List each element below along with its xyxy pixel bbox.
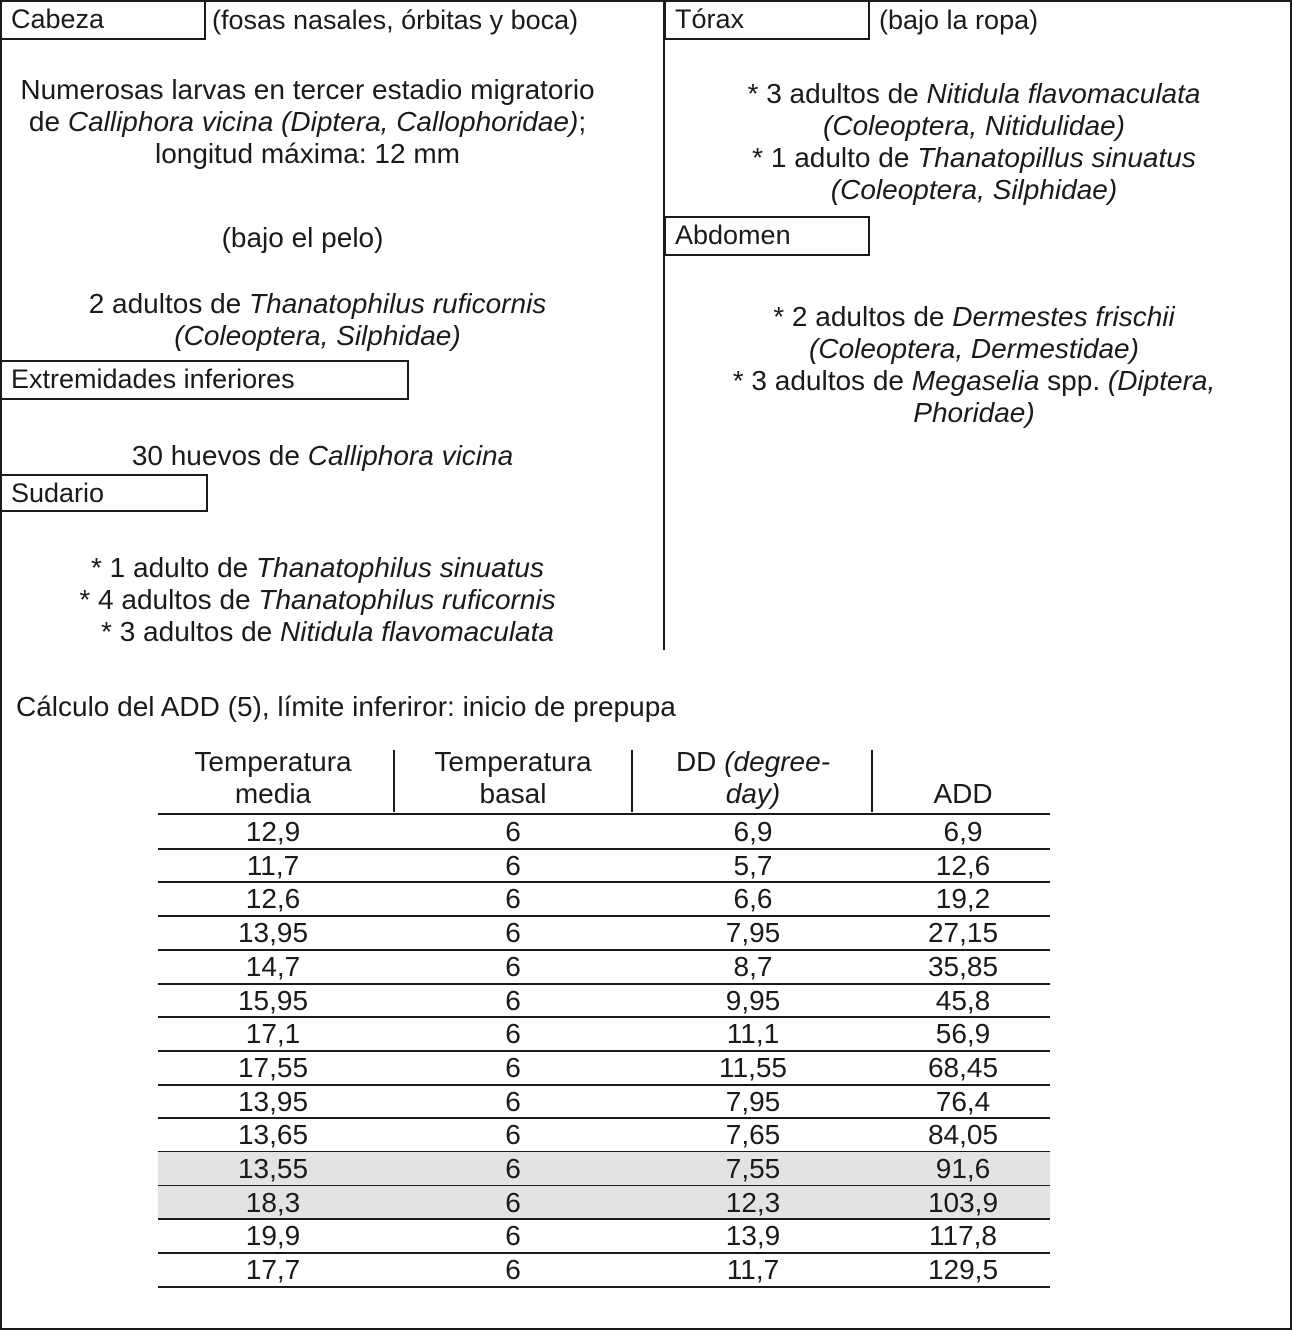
cell-temperatura-basal: 6 [505,1220,521,1252]
cell-add: 68,45 [927,1051,999,1083]
torax-line-3: * 1 adulto de Thanatopillus sinuatus [752,142,1196,173]
cell-add: 19,2 [935,883,991,915]
abdomen-line-1: * 2 adultos de Dermestes frischii [773,301,1175,332]
extremidades-findings [0,440,645,472]
table-row [158,1017,1050,1051]
sudario-line-1: * 1 adulto de Thanatophilus sinuatus [90,552,544,583]
cabeza-findings [0,74,615,170]
cell-temperatura-media: 13,95 [237,917,309,949]
abdomen-findings [664,301,1284,429]
header-separator [871,750,873,812]
cell-temperatura-media: 13,95 [237,1085,309,1117]
cell-temperatura-basal: 6 [505,950,521,982]
sudario-line-2: * 4 adultos de Thanatophilus ruficornis [79,584,556,615]
header-temperatura-basal: Temperatura basal [434,746,592,809]
cell-temperatura-basal: 6 [505,917,521,949]
cabeza-pelo-line-2: (Coleoptera, Silphidae) [174,320,461,351]
table-row [158,1219,1050,1253]
cell-dd: 13,9 [725,1220,781,1252]
cell-temperatura-basal: 6 [505,849,521,881]
cell-dd: 6,9 [733,816,773,847]
torax-line-2: (Coleoptera, Nitidulidae) [823,110,1125,141]
cell-temperatura-media: 17,7 [245,1254,301,1286]
cell-dd: 8,7 [733,950,773,982]
table-row [158,950,1050,984]
torax-line-4: (Coleoptera, Silphidae) [830,174,1118,205]
sudario-line-3: * 3 adultos de Nitidula flavomaculata [101,616,554,647]
cell-temperatura-basal: 6 [505,883,521,915]
cell-add: 45,8 [935,984,991,1016]
sudario-findings [0,552,635,648]
cabeza-pelo-line-1: 2 adultos de Thanatophilus ruficornis [88,288,547,319]
cell-add: 84,05 [927,1119,999,1151]
cell-add: 27,15 [927,917,999,949]
cell-temperatura-media: 13,65 [237,1119,309,1151]
cell-temperatura-media: 15,95 [237,984,309,1016]
cell-temperatura-basal: 6 [505,1119,521,1151]
cell-dd: 9,95 [725,984,781,1016]
cell-temperatura-basal: 6 [505,1254,521,1286]
cell-dd: 6,6 [733,883,773,915]
cell-dd: 7,95 [725,917,781,949]
cell-add: 12,6 [935,849,991,881]
table-row [158,815,1050,849]
cell-temperatura-media: 17,1 [245,1018,301,1050]
cell-add: 91,6 [935,1153,991,1184]
note-cabeza: (fosas nasales, órbitas y boca) [212,5,579,35]
header-add: ADD [933,778,993,809]
cell-add: 76,4 [935,1085,991,1117]
extremidades-line-1: 30 huevos de Calliphora vicina [131,440,514,471]
table-row [158,916,1050,950]
cell-dd: 12,3 [725,1186,781,1218]
cell-add: 6,9 [943,816,983,847]
label-cabeza: Cabeza [0,0,206,40]
table-row [158,984,1050,1018]
cell-temperatura-basal: 6 [505,1018,521,1050]
cell-dd: 11,1 [726,1018,780,1050]
cell-temperatura-media: 11,7 [246,849,300,881]
table-row [158,849,1050,883]
cell-temperatura-basal: 6 [505,1153,521,1184]
cell-temperatura-media: 18,3 [245,1186,301,1218]
cell-add: 103,9 [927,1186,999,1218]
abdomen-line-4: Phoridae) [913,397,1035,428]
cell-add: 129,5 [927,1254,999,1286]
table-row [158,1051,1050,1085]
header-dd: DD (degree- day) [675,746,831,809]
cell-dd: 5,7 [733,849,773,881]
table-title: Cálculo del ADD (5), límite inferiror: inicio de prepupa [16,691,676,722]
table-row [158,1118,1050,1152]
cabeza-line-3: longitud máxima: 12 mm [154,138,460,169]
label-extremidades: Extremidades inferiores [0,360,409,400]
table-row [158,1253,1050,1287]
cell-temperatura-basal: 6 [505,1051,521,1083]
cell-temperatura-basal: 6 [505,1186,521,1218]
torax-findings [664,78,1284,206]
header-temperatura-media: Temperatura media [194,746,352,809]
cabeza-line-2: de Calliphora vicina (Diptera, Callophoridae); [28,106,587,137]
cabeza-line-1: Numerosas larvas en tercer estadio migratorio [20,74,595,105]
cell-temperatura-basal: 6 [505,816,521,847]
table-row [158,1152,1050,1186]
label-torax: Tórax [664,0,870,40]
table-row [158,1085,1050,1119]
cell-dd: 7,65 [725,1119,781,1151]
cell-dd: 7,95 [725,1085,781,1117]
cell-dd: 7,55 [725,1153,781,1184]
label-abdomen: Abdomen [664,216,870,256]
cell-dd: 11,55 [719,1051,787,1083]
abdomen-line-3: * 3 adultos de Megaselia spp. (Diptera, [732,365,1216,396]
cell-temperatura-media: 17,55 [237,1051,309,1083]
torax-line-1: * 3 adultos de Nitidula flavomaculata [747,78,1201,109]
label-sudario: Sudario [0,474,208,512]
cell-temperatura-basal: 6 [505,1085,521,1117]
abdomen-line-2: (Coleoptera, Dermestidae) [809,333,1139,364]
header-separator [393,750,395,812]
cabeza-subnote: (bajo el pelo) [221,222,384,253]
cell-temperatura-media: 14,7 [245,950,301,982]
cabeza-pelo-findings [0,288,635,352]
note-torax: (bajo la ropa) [879,5,1039,35]
cell-add: 56,9 [935,1018,991,1050]
cell-temperatura-media: 12,6 [245,883,301,915]
header-separator [631,750,633,812]
cell-add: 35,85 [927,950,999,982]
table-row [158,882,1050,916]
row-rule [158,1286,1050,1288]
cell-dd: 11,7 [726,1254,780,1286]
table-row [158,1186,1050,1220]
cell-temperatura-basal: 6 [505,984,521,1016]
cell-temperatura-media: 13,55 [237,1153,309,1184]
cell-temperatura-media: 19,9 [245,1220,301,1252]
cell-temperatura-media: 12,9 [245,816,301,847]
cell-add: 117,8 [929,1220,997,1252]
